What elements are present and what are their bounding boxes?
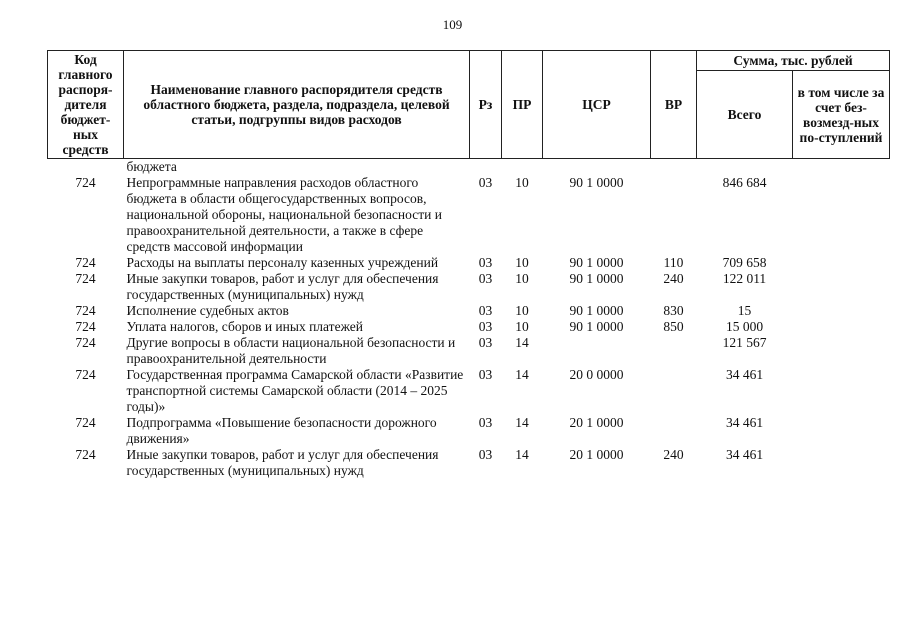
cell-total: 34 461 — [725, 447, 764, 462]
table-header — [48, 51, 890, 159]
cell-code: 724 — [75, 319, 96, 334]
cell-total: 15 000 — [725, 319, 764, 334]
table-row — [48, 175, 890, 255]
cell-total: 709 658 — [722, 255, 767, 270]
cell-csr: 90 1 0000 — [569, 303, 624, 318]
table-row — [48, 367, 890, 415]
cell-free — [793, 335, 890, 367]
cell-rz: 03 — [478, 447, 493, 462]
header-name: Наименование главного распорядителя средств областного бюджета, раздела, подраздела, целевой статьи, подгруппы видов расходов — [124, 51, 470, 159]
cell-csr: 90 1 0000 — [569, 271, 624, 286]
cell-rz: 03 — [478, 319, 493, 334]
header-total: Всего — [697, 71, 793, 159]
cell-name: Уплата налогов, сборов и иных платежей — [126, 319, 363, 334]
cell-free — [793, 319, 890, 335]
cell-free — [793, 415, 890, 447]
cell-name: Подпрограмма «Повышение безопасности дорожного движения» — [126, 415, 437, 446]
cell-free — [793, 303, 890, 319]
cell-rz: 03 — [478, 255, 493, 270]
cell-pr: 10 — [515, 303, 529, 318]
table-row — [48, 303, 890, 319]
table-row — [48, 447, 890, 479]
table-row — [48, 415, 890, 447]
cell-vr: 110 — [663, 255, 684, 270]
cell-csr: 20 1 0000 — [569, 415, 624, 430]
cell-csr: 90 1 0000 — [569, 255, 624, 270]
cell-name: Другие вопросы в области национальной безопасности и правоохранительной деятельности — [126, 335, 456, 366]
cell-total: 846 684 — [722, 175, 767, 190]
cell-total: 34 461 — [725, 367, 764, 382]
cell-pr: 14 — [515, 335, 529, 350]
cell-name: бюджета — [126, 159, 177, 174]
header-pr: ПР — [502, 51, 543, 159]
cell-name: Исполнение судебных актов — [126, 303, 289, 318]
cell-pr: 14 — [515, 415, 529, 430]
cell-vr — [651, 175, 697, 255]
header-code: Код главного распоря-дителя бюджет-ных средств — [48, 51, 124, 159]
cell-free — [793, 159, 890, 176]
cell-total: 122 011 — [722, 271, 767, 286]
cell-code: 724 — [75, 447, 96, 462]
cell-vr — [651, 367, 697, 415]
cell-rz: 03 — [478, 175, 493, 190]
cell-code — [48, 159, 124, 176]
cell-code: 724 — [75, 271, 96, 286]
cell-pr: 10 — [515, 255, 529, 270]
cell-code: 724 — [75, 303, 96, 318]
cell-pr: 14 — [515, 367, 529, 382]
cell-rz: 03 — [478, 271, 493, 286]
cell-csr: 20 1 0000 — [569, 447, 624, 462]
cell-name: Иные закупки товаров, работ и услуг для обеспечения государственных (муниципальных) нужд — [126, 271, 439, 302]
cell-code: 724 — [75, 255, 96, 270]
table-row — [48, 271, 890, 303]
cell-name: Государственная программа Самарской области «Развитие транспортной системы Самарской области (2014 – 2025 годы)» — [126, 367, 464, 414]
cell-vr: 850 — [663, 319, 684, 334]
cell-vr — [651, 415, 697, 447]
header-free: в том числе за счет без-возмезд-ных по-ступлений — [793, 71, 890, 159]
header-sum: Сумма, тыс. рублей — [697, 51, 890, 71]
cell-csr — [543, 159, 651, 176]
cell-code: 724 — [75, 367, 96, 382]
cell-free — [793, 271, 890, 303]
table-body — [48, 159, 890, 480]
cell-rz: 03 — [478, 415, 493, 430]
cell-csr: 90 1 0000 — [569, 319, 624, 334]
cell-code: 724 — [75, 415, 96, 430]
cell-csr — [543, 335, 651, 367]
cell-rz — [470, 159, 502, 176]
cell-pr: 10 — [515, 271, 529, 286]
budget-table — [47, 50, 890, 479]
header-vr: ВР — [651, 51, 697, 159]
cell-vr — [651, 335, 697, 367]
cell-free — [793, 367, 890, 415]
cell-free — [793, 175, 890, 255]
table-row — [48, 335, 890, 367]
cell-rz: 03 — [478, 367, 493, 382]
cell-code: 724 — [75, 335, 96, 350]
cell-vr: 240 — [663, 447, 684, 462]
cell-vr: 240 — [663, 271, 684, 286]
cell-total: 15 — [737, 303, 752, 318]
cell-total — [697, 159, 793, 176]
cell-csr: 90 1 0000 — [569, 175, 624, 190]
header-rz: Рз — [470, 51, 502, 159]
cell-pr: 10 — [515, 319, 529, 334]
header-csr: ЦСР — [543, 51, 651, 159]
cell-name: Расходы на выплаты персоналу казенных учреждений — [126, 255, 439, 270]
cell-vr — [651, 159, 697, 176]
cell-free — [793, 255, 890, 271]
cell-total: 34 461 — [725, 415, 764, 430]
table-row — [48, 159, 890, 176]
cell-pr: 10 — [515, 175, 529, 190]
cell-name: Иные закупки товаров, работ и услуг для обеспечения государственных (муниципальных) нужд — [126, 447, 439, 478]
cell-rz: 03 — [478, 303, 493, 318]
cell-vr: 830 — [663, 303, 684, 318]
cell-pr — [502, 159, 543, 176]
page-number: 109 — [442, 17, 463, 32]
cell-pr: 14 — [515, 447, 529, 462]
table-row — [48, 255, 890, 271]
cell-code: 724 — [75, 175, 96, 190]
cell-free — [793, 447, 890, 479]
cell-csr: 20 0 0000 — [569, 367, 624, 382]
cell-name: Непрограммные направления расходов областного бюджета в области общегосударственных вопросов, национальной обороны, национальной безопасности и правоохранительной деятельности, а также в сфере средств массовой информации — [126, 175, 442, 254]
cell-rz: 03 — [478, 335, 493, 350]
cell-total: 121 567 — [722, 335, 767, 350]
table-row — [48, 319, 890, 335]
